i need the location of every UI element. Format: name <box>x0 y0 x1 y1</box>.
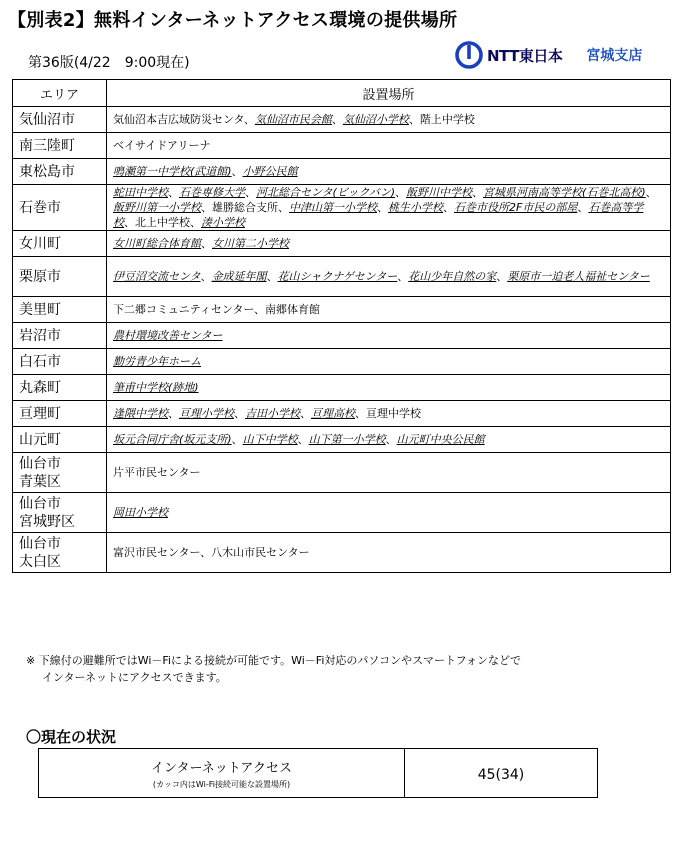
area-cell: 栗原市 <box>13 257 107 297</box>
location-text: 、 <box>168 407 179 420</box>
table-body <box>13 107 671 573</box>
locations-cell <box>107 231 671 257</box>
table-row <box>13 375 671 401</box>
locations-cell <box>107 533 671 573</box>
location-text: 下二郷コミュニティセンター、南郷体育館 <box>113 303 321 316</box>
location-text: 、 <box>472 186 484 199</box>
area-cell: 女川町 <box>13 231 107 257</box>
area-cell: 白石市 <box>13 349 107 375</box>
table-row <box>13 159 671 185</box>
wifi-location: 飯野川中学校 <box>406 186 473 199</box>
wifi-location: 山下中学校 <box>242 433 298 446</box>
wifi-location: 伊豆沼交流センタ <box>113 270 201 283</box>
location-text: 、 <box>331 113 343 126</box>
wifi-location: 飯野川第一小学校 <box>113 201 201 214</box>
branch-name: 宮城支店 <box>586 48 643 64</box>
status-heading: 〇現在の状況 <box>26 728 117 746</box>
area-cell: 岩沼市 <box>13 323 107 349</box>
area-cell: 東松島市 <box>13 159 107 185</box>
location-text: 、 <box>395 186 407 199</box>
wifi-location: 吉田小学校 <box>245 407 300 420</box>
wifi-location: 石巻専修大学 <box>179 186 245 199</box>
wifi-location: 金成延年閣 <box>211 270 267 283</box>
status-value-cell <box>405 749 598 798</box>
wifi-location: 山元町中央公民館 <box>396 433 485 446</box>
locations-cell <box>107 427 671 453</box>
location-text: 富沢市民センター、八木山市民センター <box>113 546 310 559</box>
wifi-location: 花山少年自然の家 <box>408 270 497 283</box>
area-cell: 美里町 <box>13 297 107 323</box>
location-text: 、 <box>200 270 212 283</box>
wifi-note <box>26 652 656 686</box>
table-row <box>13 323 671 349</box>
table-row <box>13 401 671 427</box>
location-text: 、 <box>168 186 179 199</box>
status-sublabel: (カッコ内はWi-Fi接続可能な設置場所) <box>152 779 291 789</box>
wifi-location: 女川町総合体育館 <box>113 237 201 250</box>
wifi-location: 気仙沼市民会館 <box>254 113 332 126</box>
header-area: エリア <box>13 80 107 107</box>
wifi-location: 花山シャクナゲセンター <box>277 270 398 283</box>
location-text: 、亘理中学校 <box>355 407 421 420</box>
location-text: 、 <box>300 407 311 420</box>
locations-cell <box>107 297 671 323</box>
locations-cell <box>107 257 671 297</box>
table-row <box>13 297 671 323</box>
wifi-location: 中津山第一小学校 <box>289 201 377 214</box>
wifi-location: 岡田小学校 <box>113 506 168 519</box>
area-cell: 山元町 <box>13 427 107 453</box>
location-text: 、 <box>245 186 256 199</box>
wifi-location: 亘理高校 <box>311 407 355 420</box>
wifi-location: 亘理小学校 <box>179 407 234 420</box>
wifi-location: 石巻市役所2F市民の部屋 <box>454 201 578 214</box>
locations-cell <box>107 107 671 133</box>
page-title: 【別表2】無料インターネットアクセス環境の提供場所 <box>8 10 458 31</box>
location-text: 、階上中学校 <box>408 113 475 126</box>
table-row <box>13 185 671 231</box>
location-text: 、 <box>201 237 212 250</box>
brand-name: NTT東日本 <box>487 46 563 65</box>
wifi-location: 筆甫中学校(跡地) <box>113 381 199 394</box>
location-text: 、北上中学校、 <box>124 216 201 229</box>
locations-cell <box>107 349 671 375</box>
wifi-location: 女川第二小学校 <box>212 237 289 250</box>
area-cell: 仙台市 太白区 <box>13 533 107 573</box>
location-text: 、 <box>645 186 657 199</box>
locations-cell <box>107 159 671 185</box>
edition-label: 第36版(4/22 9:00現在) <box>28 55 190 71</box>
wifi-location: 農村環境改善センター <box>113 329 223 342</box>
table-row <box>13 427 671 453</box>
wifi-location: 河北総合センタ(ビックバン) <box>256 186 396 199</box>
wifi-location: 山下第一小学校 <box>308 433 386 446</box>
location-text: 、 <box>397 270 409 283</box>
ntt-logo-icon <box>455 41 483 69</box>
location-text: 、 <box>231 165 243 178</box>
table-row <box>13 107 671 133</box>
table-row <box>13 493 671 533</box>
location-text: 気仙沼本吉広域防災センタ、 <box>113 113 255 126</box>
table-row <box>13 533 671 573</box>
wifi-location: 湊小学校 <box>201 216 245 229</box>
location-text: 、 <box>385 433 397 446</box>
table-header-row <box>13 80 671 107</box>
wifi-location: 逢隈中学校 <box>113 407 168 420</box>
locations-cell <box>107 375 671 401</box>
table-row <box>13 453 671 493</box>
location-text: 、 <box>231 433 243 446</box>
area-cell: 南三陸町 <box>13 133 107 159</box>
wifi-location: 蛇田中学校 <box>113 186 168 199</box>
area-cell: 仙台市 青葉区 <box>13 453 107 493</box>
area-cell: 気仙沼市 <box>13 107 107 133</box>
location-text: 、 <box>496 270 508 283</box>
location-text: 、 <box>297 433 309 446</box>
wifi-location: 小野公民館 <box>242 165 298 178</box>
table-row <box>13 231 671 257</box>
locations-table <box>12 79 671 573</box>
status-label-cell <box>39 749 405 798</box>
status-value: 45(34) <box>477 766 525 783</box>
header-locations: 設置場所 <box>107 80 671 107</box>
wifi-location: 坂元合同庁舎(坂元支所) <box>113 433 232 446</box>
status-label: インターネットアクセス <box>150 760 293 776</box>
area-cell: 亘理町 <box>13 401 107 427</box>
location-text: 片平市民センター <box>113 466 201 479</box>
location-text: ベイサイドアリーナ <box>113 139 211 152</box>
locations-cell <box>107 185 671 231</box>
status-row <box>39 749 598 798</box>
location-text: 、 <box>377 201 388 214</box>
locations-cell <box>107 323 671 349</box>
wifi-location: 宮城県河南高等学校(石巻北高校) <box>483 186 646 199</box>
brand-block <box>455 40 642 70</box>
wifi-location: 桃生小学校 <box>388 201 443 214</box>
wifi-location: 鳴瀬第一中学校(武道館) <box>113 165 232 178</box>
locations-cell <box>107 401 671 427</box>
area-cell: 仙台市 宮城野区 <box>13 493 107 533</box>
wifi-location: 栗原市一迫老人福祉センター <box>507 270 650 283</box>
area-cell: 丸森町 <box>13 375 107 401</box>
table-row <box>13 349 671 375</box>
location-text: 、 <box>234 407 245 420</box>
location-text: 、 <box>266 270 278 283</box>
location-text: 、雄勝総合支所、 <box>201 201 289 214</box>
wifi-location: 石巻高等学校 <box>113 201 644 229</box>
wifi-location: 気仙沼小学校 <box>342 113 409 126</box>
table-row <box>13 133 671 159</box>
status-table <box>38 748 598 798</box>
location-text: 、 <box>577 201 589 214</box>
locations-cell <box>107 133 671 159</box>
area-cell: 石巻市 <box>13 185 107 231</box>
table-row <box>13 257 671 297</box>
locations-cell <box>107 493 671 533</box>
wifi-location: 勤労青少年ホーム <box>113 355 201 368</box>
locations-cell <box>107 453 671 493</box>
location-text: 、 <box>443 201 454 214</box>
note-line-2: インターネットにアクセスできます。 <box>42 671 227 684</box>
note-line-1: ※ 下線付の避難所ではWi－Fiによる接続が可能です。Wi－Fi対応のパソコンやスマートフォンなどで <box>26 654 522 667</box>
